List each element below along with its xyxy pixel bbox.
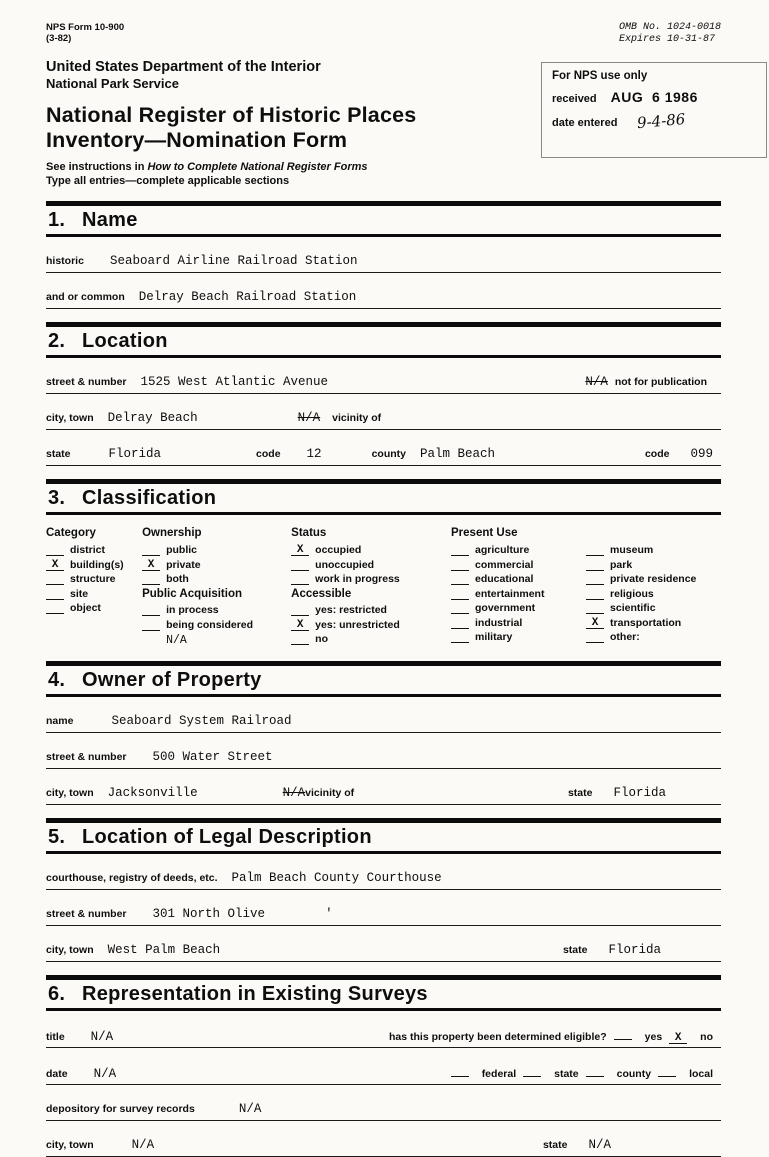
- not-for-publication-label: not for publication: [614, 376, 707, 388]
- county-value: Palm Beach: [419, 447, 495, 461]
- federal-mark: [451, 1065, 469, 1077]
- code-label: code: [256, 448, 281, 460]
- status-heading: Status: [291, 527, 327, 539]
- city-town-label: city, town: [46, 412, 94, 424]
- state-option-mark: [523, 1065, 541, 1077]
- section-4-name: Owner of Property: [82, 668, 262, 691]
- form-title-line1: National Register of Historic Places: [46, 103, 417, 127]
- checkbox-religious: [586, 588, 721, 600]
- present-use-subcolumns: [451, 544, 721, 646]
- checkbox-scientific: [586, 602, 721, 614]
- agriculture-label: agriculture: [475, 544, 530, 556]
- occupied-label: occupied: [315, 544, 362, 556]
- both-label: both: [166, 573, 189, 585]
- state-value: Florida: [108, 447, 162, 461]
- status-column: [291, 527, 451, 648]
- historic-value: Seaboard Airline Railroad Station: [109, 254, 358, 268]
- survey-state-value: N/A: [588, 1137, 611, 1152]
- omb-number: [619, 22, 721, 46]
- common-value: Delray Beach Railroad Station: [138, 290, 357, 304]
- section-6-name: Representation in Existing Surveys: [82, 982, 428, 1005]
- yes-unrestricted-mark: X: [291, 619, 309, 631]
- industrial-mark: [451, 617, 469, 629]
- owner-city-value: Jacksonville: [107, 785, 198, 800]
- owner-street-value: 500 Water Street: [152, 749, 273, 764]
- owner-state-value: Florida: [613, 785, 666, 800]
- commercial-mark: [451, 559, 469, 571]
- instructions-prefix: See instructions in: [46, 161, 148, 173]
- state-label: state: [46, 448, 71, 460]
- section-1-header: [46, 201, 721, 237]
- owner-street-label: street & number: [46, 750, 127, 763]
- section-3-number: 3.: [48, 487, 66, 509]
- checkbox-other: [586, 631, 721, 643]
- nps-use-only-box: [541, 62, 767, 158]
- structure-mark: [46, 573, 64, 585]
- section-1-number: 1.: [48, 209, 66, 231]
- yes-unrestricted-label: yes: unrestricted: [315, 618, 400, 631]
- department-title: United States Department of the Interior: [46, 59, 321, 75]
- vicinity-label: vicinity of: [332, 412, 382, 424]
- yes-restricted-label: yes: restricted: [315, 604, 387, 616]
- depository-value: N/A: [238, 1101, 262, 1116]
- county-option-mark: [586, 1065, 604, 1077]
- section-2-number: 2.: [48, 330, 66, 352]
- code-value: 12: [306, 447, 322, 461]
- unoccupied-mark: [291, 559, 309, 571]
- section-4-header: [46, 661, 721, 697]
- public-acquisition-na: N/A: [166, 633, 187, 647]
- field-survey-title: [46, 1028, 721, 1048]
- legal-state-label: state: [562, 943, 588, 956]
- field-legal-street: [46, 907, 721, 926]
- checkbox-private: [142, 559, 291, 571]
- category-column: [46, 527, 142, 648]
- no-mark: [291, 633, 309, 645]
- section-6-header: [46, 975, 721, 1011]
- private-residence-mark: [586, 573, 604, 585]
- being-considered-label: being considered: [166, 618, 254, 631]
- in-process-mark: [142, 604, 160, 616]
- checkbox-buildings: [46, 559, 142, 571]
- checkbox-industrial: [451, 617, 586, 629]
- eligible-no-label: no: [700, 1030, 713, 1043]
- site-mark: [46, 588, 64, 600]
- field-owner-street: [46, 750, 721, 769]
- field-common-name: [46, 290, 721, 309]
- buildings-label: building(s): [70, 558, 124, 571]
- section-2-name: Location: [82, 330, 168, 352]
- survey-city-label: city, town: [46, 1138, 94, 1151]
- common-label: and or common: [46, 291, 125, 303]
- section-6-title: [46, 980, 721, 1011]
- vicinity-na: N/A: [297, 411, 321, 425]
- courthouse-label: courthouse, registry of deeds, etc.: [46, 871, 218, 884]
- nps-use-only-heading: For NPS use only: [552, 70, 648, 82]
- checkbox-agriculture: [451, 544, 586, 556]
- yes-restricted-mark: [291, 604, 309, 616]
- checkbox-no: [291, 633, 451, 645]
- checkbox-in-process: [142, 604, 291, 616]
- district-label: district: [70, 544, 106, 556]
- checkbox-being-considered: [142, 619, 291, 631]
- field-depository: [46, 1102, 721, 1121]
- county-option-label: county: [616, 1067, 652, 1080]
- depository-label: depository for survey records: [46, 1102, 195, 1115]
- checkbox-entertainment: [451, 588, 586, 600]
- public-label: public: [166, 544, 198, 556]
- checkbox-commercial: [451, 559, 586, 571]
- legal-city-value: West Palm Beach: [107, 942, 221, 957]
- field-location-state: [46, 447, 721, 466]
- survey-level-group: [451, 1065, 713, 1080]
- checkbox-yes-restricted: [291, 604, 451, 616]
- received-label: received: [552, 93, 597, 105]
- city-town-value: Delray Beach: [107, 411, 198, 425]
- field-location-street: [46, 375, 721, 394]
- industrial-label: industrial: [475, 616, 523, 629]
- survey-date-label: date: [46, 1067, 68, 1080]
- government-label: government: [475, 602, 536, 614]
- received-row: [552, 89, 756, 105]
- museum-mark: [586, 544, 604, 556]
- historic-label: historic: [46, 255, 84, 267]
- public-acquisition-heading: Public Acquisition: [142, 588, 242, 600]
- date-entered-handwritten: 9-4-86: [636, 109, 687, 133]
- checkbox-work-in-progress: [291, 573, 451, 585]
- object-mark: [46, 602, 64, 614]
- local-option-label: local: [689, 1067, 713, 1080]
- checkbox-object: [46, 602, 142, 614]
- owner-name-value: Seaboard System Railroad: [111, 713, 292, 728]
- in-process-label: in process: [166, 604, 219, 616]
- ownership-heading: Ownership: [142, 527, 202, 539]
- entertainment-label: entertainment: [475, 587, 545, 600]
- private-residence-label: private residence: [610, 573, 697, 585]
- code2-label: code: [644, 448, 670, 460]
- section-2-header: [46, 322, 721, 358]
- checkbox-yes-unrestricted: [291, 619, 451, 631]
- state-option-label: state: [554, 1067, 579, 1080]
- other-label: other:: [610, 631, 640, 643]
- educational-label: educational: [475, 573, 534, 585]
- checkbox-occupied: [291, 544, 451, 556]
- survey-title-value: N/A: [90, 1029, 114, 1044]
- entertainment-mark: [451, 588, 469, 600]
- field-survey-city: [46, 1138, 721, 1157]
- checkbox-district: [46, 544, 142, 556]
- eligible-yes-mark: [614, 1028, 632, 1040]
- owner-vicinity-label: vicinity of: [305, 786, 355, 799]
- date-entered-label: date entered: [552, 117, 618, 129]
- being-considered-mark: [142, 619, 160, 631]
- survey-state-group: [543, 1138, 611, 1152]
- district-mark: [46, 544, 64, 556]
- section-4-title: [46, 666, 721, 697]
- legal-street-value: 301 North Olive: [152, 906, 266, 921]
- nps-form-number-line1: NPS Form 10-900: [46, 22, 125, 33]
- checkbox-private-residence: [586, 573, 721, 585]
- eligible-no-mark: X: [669, 1032, 687, 1044]
- checkbox-structure: [46, 573, 142, 585]
- field-owner-name: [46, 714, 721, 733]
- section-5-name: Location of Legal Description: [82, 825, 372, 848]
- checkbox-educational: [451, 573, 586, 585]
- no-label: no: [315, 633, 328, 645]
- object-label: object: [70, 602, 101, 614]
- stray-mark: ': [325, 906, 333, 921]
- scientific-label: scientific: [610, 602, 656, 614]
- public-mark: [142, 544, 160, 556]
- present-use-column: [451, 527, 721, 648]
- top-meta-row: [46, 22, 721, 46]
- agriculture-mark: [451, 544, 469, 556]
- checkbox-public: [142, 544, 291, 556]
- section-5-title: [46, 823, 721, 854]
- site-label: site: [70, 587, 89, 600]
- owner-vicinity-na: N/A: [282, 785, 306, 800]
- omb-expires-line: Expires 10-31-87: [618, 34, 715, 45]
- section-1-name: Name: [82, 209, 138, 231]
- work-in-progress-mark: [291, 573, 309, 585]
- survey-title-label: title: [46, 1030, 65, 1043]
- form-title-line2: Inventory—Nomination Form: [46, 128, 348, 152]
- checkbox-site: [46, 588, 142, 600]
- not-for-publication-group: [585, 375, 721, 389]
- military-label: military: [475, 631, 513, 643]
- private-mark: X: [142, 559, 160, 571]
- section-3-name: Classification: [82, 487, 217, 509]
- county-code-group: [645, 447, 713, 461]
- code2-value: 099: [690, 447, 713, 461]
- work-in-progress-label: work in progress: [315, 573, 400, 585]
- transportation-mark: X: [586, 617, 604, 629]
- eligible-group: [389, 1028, 713, 1044]
- other-mark: [586, 631, 604, 643]
- structure-label: structure: [70, 573, 116, 585]
- classification-grid: [46, 527, 721, 648]
- omb-number-line: OMB No. 1024-0018: [618, 22, 721, 33]
- religious-mark: [586, 588, 604, 600]
- field-survey-date: [46, 1065, 721, 1085]
- street-number-value: 1525 West Atlantic Avenue: [140, 375, 329, 389]
- eligible-yes-label: yes: [644, 1030, 663, 1043]
- present-use-heading: Present Use: [451, 527, 518, 539]
- instructions-manual-title: How to Complete National Register Forms: [147, 161, 368, 173]
- field-owner-city: [46, 786, 721, 805]
- nps-form-number-line2: (3-82): [46, 33, 72, 44]
- checkbox-museum: [586, 544, 721, 556]
- park-mark: [586, 559, 604, 571]
- legal-city-label: city, town: [46, 943, 94, 956]
- owner-state-label: state: [567, 786, 593, 799]
- instructions-line1: [46, 161, 721, 175]
- owner-city-label: city, town: [46, 786, 94, 799]
- local-option-mark: [658, 1065, 676, 1077]
- religious-label: religious: [610, 587, 654, 600]
- military-mark: [451, 631, 469, 643]
- occupied-mark: X: [291, 544, 309, 556]
- scientific-mark: [586, 602, 604, 614]
- service-title: National Park Service: [46, 76, 179, 91]
- section-2-title: [46, 327, 721, 358]
- field-legal-city: [46, 943, 721, 962]
- field-historic-name: [46, 254, 721, 273]
- section-1-title: [46, 206, 721, 237]
- buildings-mark: X: [46, 559, 64, 571]
- checkbox-transportation: [586, 617, 721, 629]
- nps-form-number: [46, 22, 124, 44]
- legal-state-group: [563, 943, 661, 957]
- private-label: private: [166, 558, 201, 571]
- not-for-publication-na: N/A: [585, 375, 608, 389]
- commercial-label: commercial: [475, 558, 534, 571]
- government-mark: [451, 602, 469, 614]
- legal-street-label: street & number: [46, 907, 127, 920]
- checkbox-both: [142, 573, 291, 585]
- legal-state-value: Florida: [608, 942, 661, 957]
- courthouse-value: Palm Beach County Courthouse: [231, 870, 442, 885]
- owner-state-group: [568, 786, 666, 800]
- field-courthouse: [46, 871, 721, 890]
- present-use-col1: [451, 544, 586, 646]
- checkbox-unoccupied: [291, 559, 451, 571]
- survey-date-value: N/A: [93, 1066, 117, 1081]
- county-label: county: [371, 448, 406, 460]
- survey-state-label: state: [542, 1138, 568, 1151]
- section-6-number: 6.: [48, 982, 66, 1005]
- both-mark: [142, 573, 160, 585]
- received-date-stamp: AUG 6 1986: [610, 89, 698, 105]
- section-3-header: [46, 479, 721, 515]
- educational-mark: [451, 573, 469, 585]
- museum-label: museum: [610, 544, 654, 556]
- survey-city-value: N/A: [131, 1137, 155, 1152]
- federal-label: federal: [481, 1067, 517, 1080]
- street-number-label: street & number: [46, 376, 127, 388]
- checkbox-military: [451, 631, 586, 643]
- transportation-label: transportation: [610, 616, 682, 629]
- park-label: park: [610, 558, 633, 571]
- accessible-heading: Accessible: [291, 588, 352, 600]
- instructions-line2: Type all entries—complete applicable sections: [46, 174, 290, 187]
- present-use-col2: [586, 544, 721, 646]
- eligible-question: has this property been determined eligible?: [389, 1030, 607, 1043]
- date-entered-row: [552, 109, 756, 133]
- owner-name-label: name: [46, 714, 74, 727]
- section-5-header: [46, 818, 721, 854]
- section-4-number: 4.: [48, 668, 66, 691]
- checkbox-government: [451, 602, 586, 614]
- section-5-number: 5.: [48, 825, 66, 848]
- ownership-column: [142, 527, 291, 648]
- checkbox-park: [586, 559, 721, 571]
- unoccupied-label: unoccupied: [315, 558, 375, 571]
- field-location-city: [46, 411, 721, 430]
- section-3-title: [46, 484, 721, 515]
- category-heading: Category: [46, 527, 96, 539]
